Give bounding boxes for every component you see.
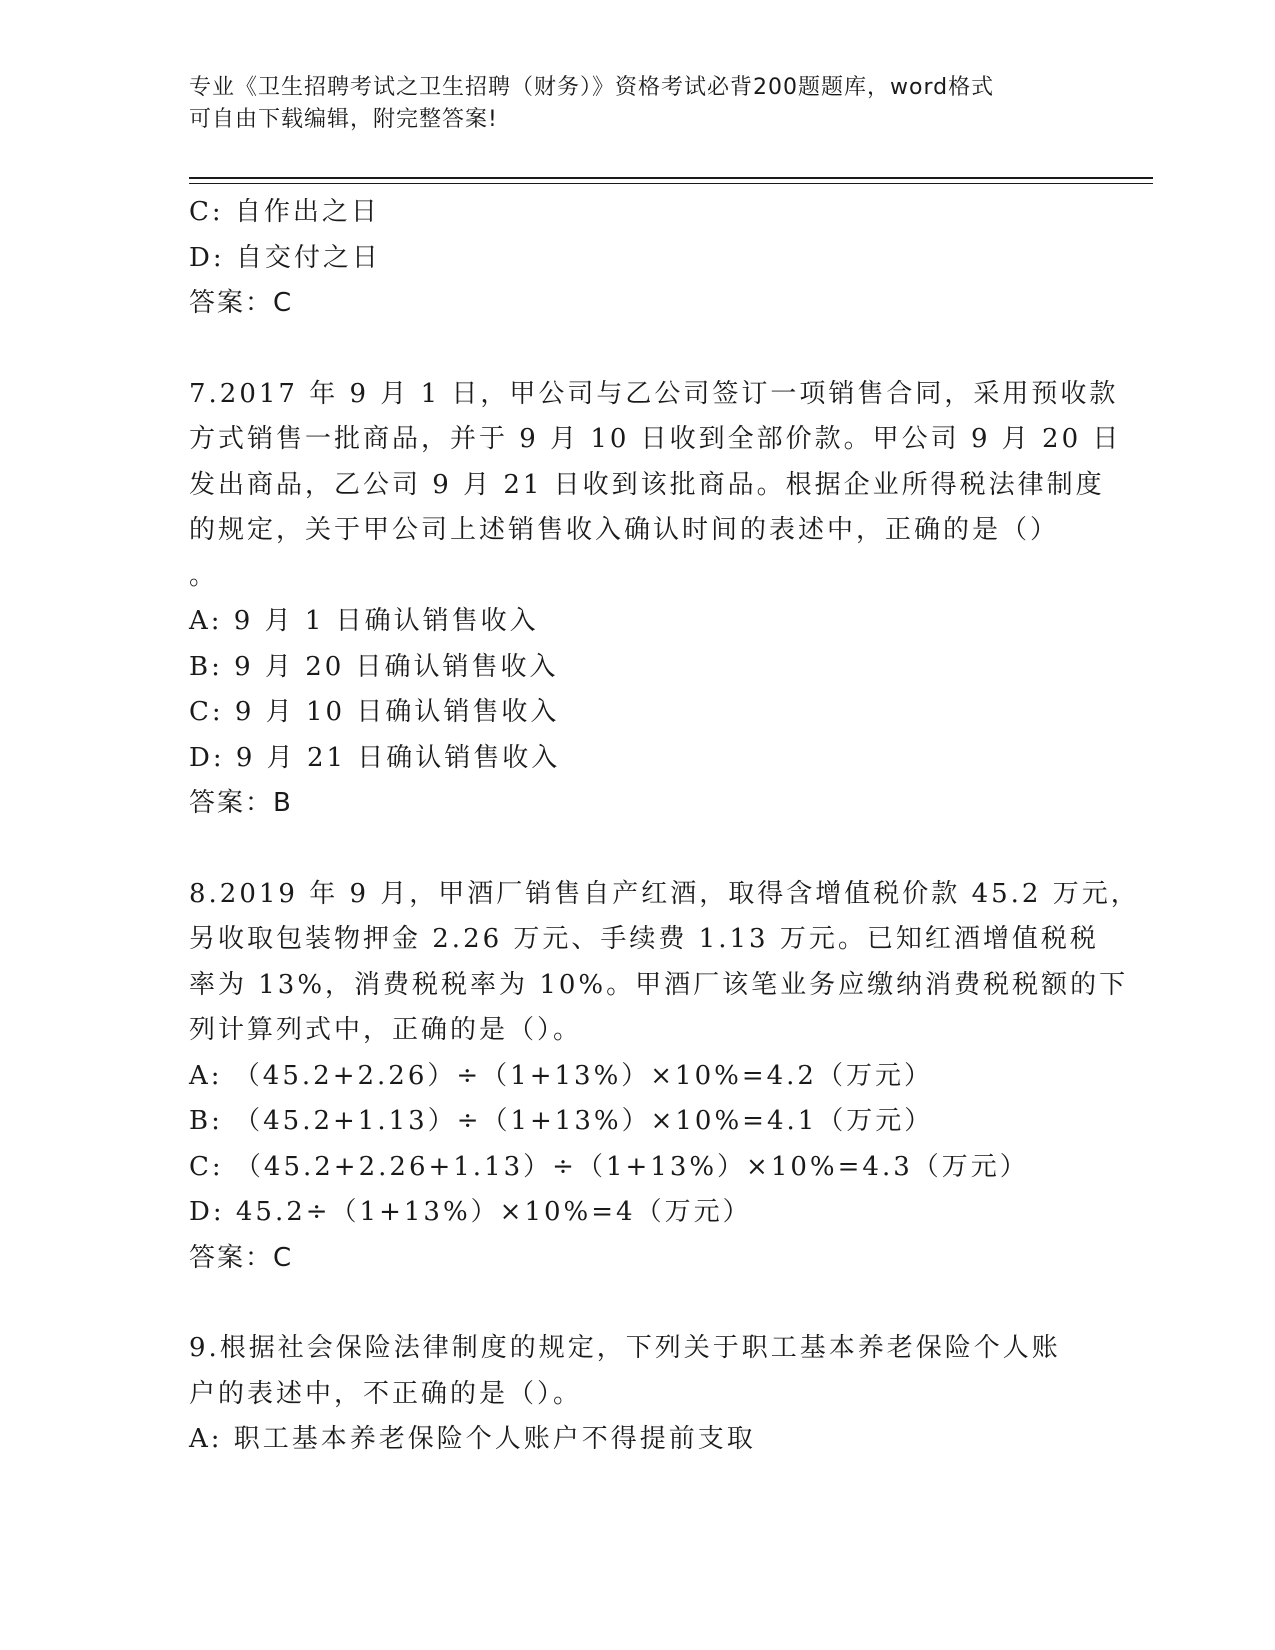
question-stem-line: 9.根据社会保险法律制度的规定，下列关于职工基本养老保险个人账	[189, 1333, 1061, 1363]
question-stem-line: 的规定，关于甲公司上述销售收入确认时间的表述中，正确的是（）	[189, 515, 1060, 545]
answer-line: 答案：C	[189, 288, 294, 318]
header-line-2: 可自由下载编辑，附完整答案!	[189, 107, 498, 132]
question-stem-line: 。	[189, 560, 219, 591]
question-stem-line: 方式销售一批商品，并于 9 月 10 日收到全部价款。甲公司 9 月 20 日	[189, 424, 1122, 454]
question-9	[189, 1326, 1089, 1463]
previous-question-tail	[189, 190, 1089, 327]
header-line-1: 专业《卫生招聘考试之卫生招聘（财务）》资格考试必背200题题库，word格式	[189, 75, 995, 100]
option-d: D: 9 月 21 日确认销售收入	[189, 742, 561, 773]
header-divider-thick	[189, 177, 1153, 179]
header-divider-thin	[189, 183, 1153, 184]
option-c: C: 自作出之日	[189, 197, 380, 227]
option-d: D: 自交付之日	[189, 242, 381, 273]
question-stem-line: 另收取包装物押金 2.26 万元、手续费 1.13 万元。已知红酒增值税税	[189, 924, 1099, 954]
question-stem-line: 率为 13%，消费税税率为 10%。甲酒厂该笔业务应缴纳消费税税额的下	[189, 969, 1129, 1000]
option-b: B: 9 月 20 日确认销售收入	[189, 651, 559, 682]
question-8	[189, 872, 1140, 1282]
question-stem-line: 7.2017 年 9 月 1 日，甲公司与乙公司签订一项销售合同，采用预收款	[189, 378, 1119, 409]
answer-line: 答案：B	[189, 788, 293, 818]
option-b: B: （45.2+1.13）÷（1+13%）×10%=4.1（万元）	[189, 1106, 934, 1136]
question-stem-line: 8.2019 年 9 月，甲酒厂销售自产红酒，取得含增值税价款 45.2 万元，	[189, 878, 1140, 909]
question-stem-line: 发出商品，乙公司 9 月 21 日收到该批商品。根据企业所得税法律制度	[189, 469, 1105, 500]
document-body	[189, 190, 1140, 1463]
option-a: A: （45.2+2.26）÷（1+13%）×10%=4.2（万元）	[189, 1060, 933, 1091]
answer-line: 答案：C	[189, 1242, 294, 1273]
question-stem-line: 户的表述中，不正确的是（）。	[189, 1378, 583, 1409]
option-a: A: 9 月 1 日确认销售收入	[189, 606, 539, 636]
option-c: C: 9 月 10 日确认销售收入	[189, 697, 560, 727]
option-a: A: 职工基本养老保险个人账户不得提前支取	[189, 1424, 756, 1454]
option-c: C: （45.2+2.26+1.13）÷（1+13%）×10%=4.3（万元）	[189, 1151, 1029, 1182]
question-stem-line: 列计算列式中，正确的是（）。	[189, 1015, 583, 1045]
option-d: D: 45.2÷（1+13%）×10%=4（万元）	[189, 1197, 752, 1227]
page-header	[189, 72, 1089, 136]
question-7	[189, 372, 1122, 827]
